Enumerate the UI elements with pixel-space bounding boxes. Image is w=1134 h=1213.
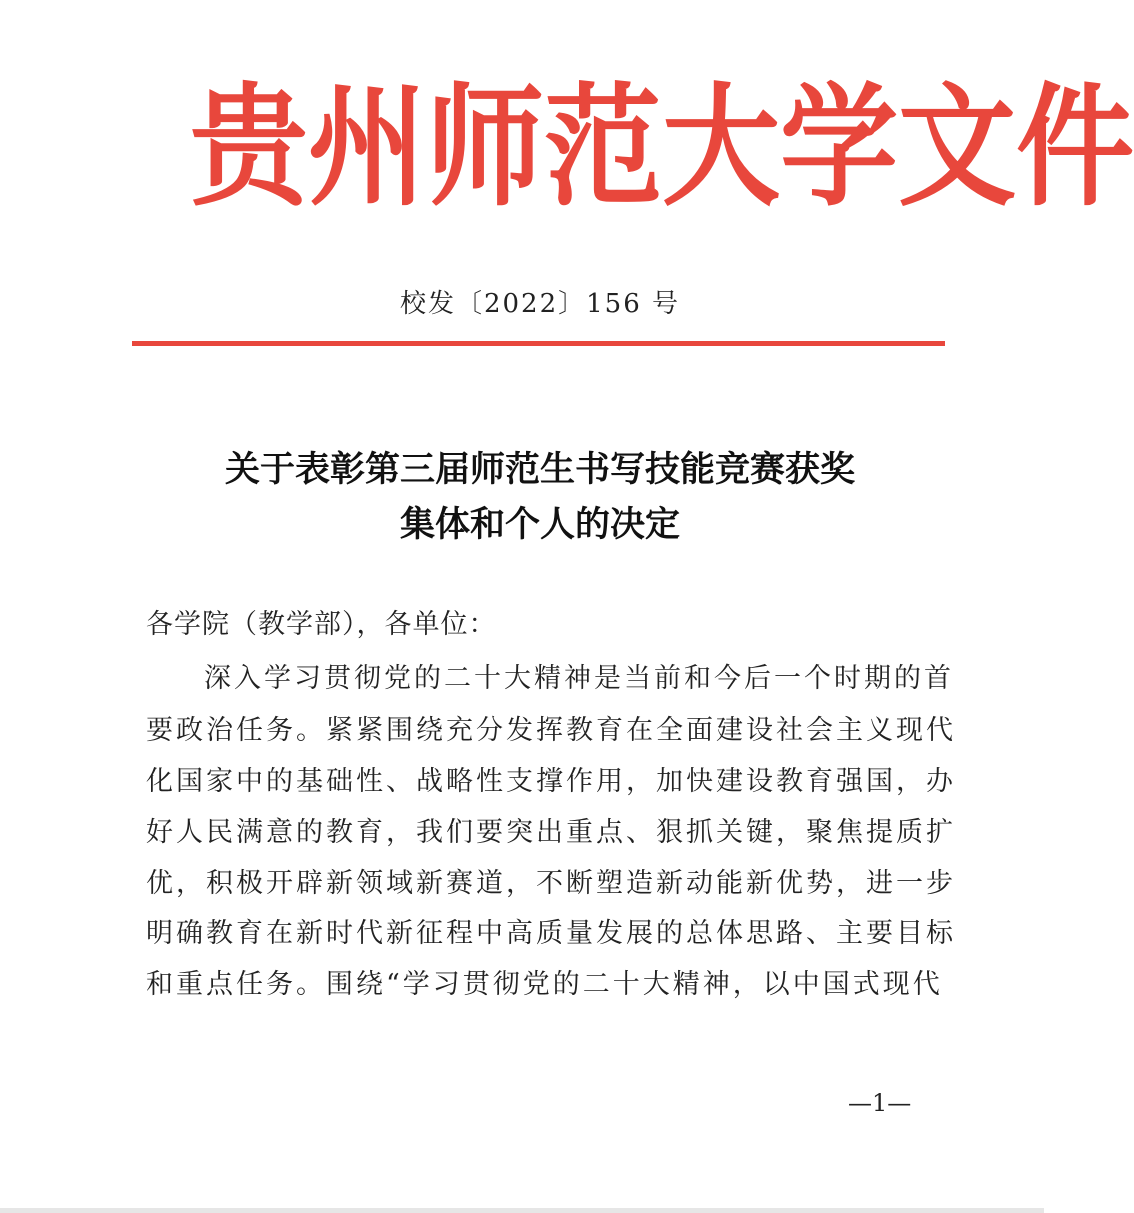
document-number: 校发〔2022〕156 号 <box>399 289 681 319</box>
masthead-char: 学 <box>780 68 899 225</box>
document-title-line-1: 关于表彰第三届师范生书写技能竞赛获奖 <box>224 449 855 490</box>
red-divider-line <box>132 341 945 346</box>
masthead-char: 范 <box>544 68 663 225</box>
body-text-line: 和重点任务。围绕“学习贯彻党的二十大精神，以中国式现代 <box>146 969 943 1000</box>
body-text-line: 深入学习贯彻党的二十大精神是当前和今后一个时期的首 <box>204 663 954 694</box>
body-text-line: 好人民满意的教育，我们要突出重点、狠抓关键，聚焦提质扩 <box>146 817 956 848</box>
masthead-char: 师 <box>426 68 545 225</box>
body-text-line: 明确教育在新时代新征程中高质量发展的总体思路、主要目标 <box>146 918 956 949</box>
page-bottom-edge <box>0 1208 1044 1213</box>
body-text-line: 优，积极开辟新领域新赛道，不断塑造新动能新优势，进一步 <box>146 868 956 899</box>
body-text-line: 化国家中的基础性、战略性支撑作用，加快建设教育强国，办 <box>146 766 956 797</box>
masthead-char: 大 <box>662 68 781 225</box>
masthead-title <box>190 68 1134 225</box>
body-text-line: 要政治任务。紧紧围绕充分发挥教育在全面建设社会主义现代 <box>146 715 956 746</box>
document-title-line-2: 集体和个人的决定 <box>399 504 680 545</box>
masthead-char: 文 <box>898 68 1017 225</box>
masthead-char: 州 <box>308 68 427 225</box>
masthead-char: 件 <box>1016 68 1134 225</box>
masthead-char: 贵 <box>190 68 309 225</box>
page-number: —1— <box>848 1089 912 1117</box>
salutation: 各学院（教学部），各单位： <box>146 609 497 640</box>
